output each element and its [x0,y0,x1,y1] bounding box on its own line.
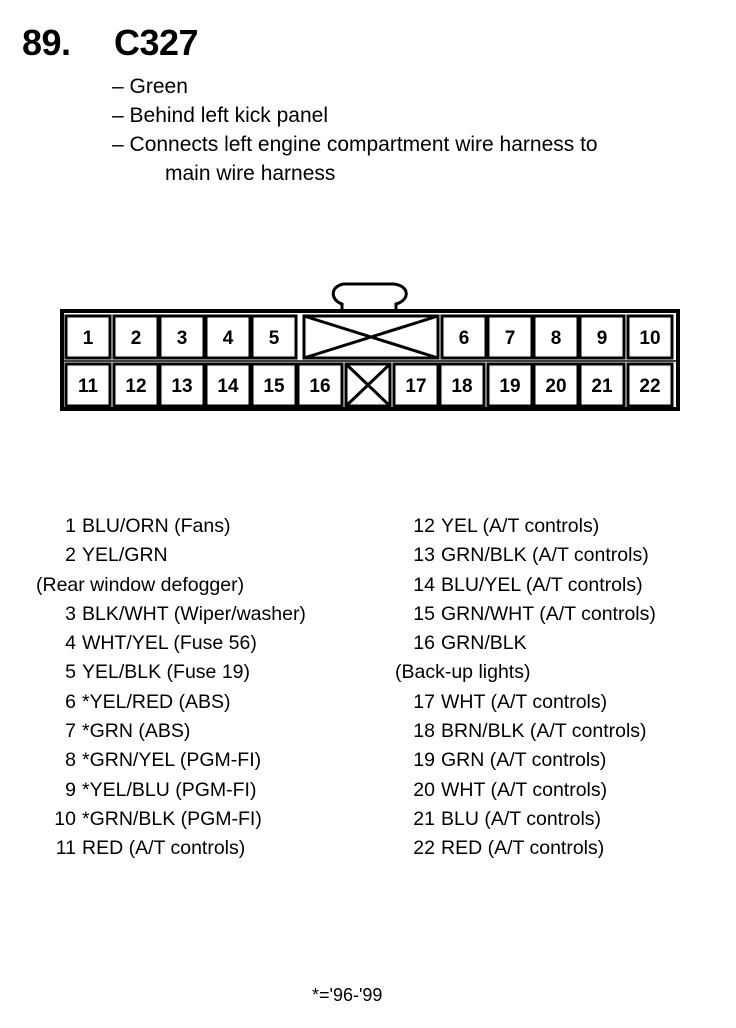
cavity-14 [206,364,250,406]
pin-description: *GRN/BLK (PGM-FI) [82,807,262,830]
cavity-1 [66,316,110,358]
note-text: Green [129,75,188,98]
list-item [395,600,656,629]
cavity-number: 10 [639,328,661,349]
cavity-number: 18 [451,376,473,397]
pin-number: 3 [65,602,76,625]
note-connection-continued: main wire harness [165,162,336,185]
note-text: Connects left engine compartment wire harness to [129,133,598,156]
cavity-15 [252,364,296,406]
list-item [395,717,656,746]
pin-number: 11 [55,837,76,860]
pin-description: YEL/BLK (Fuse 19) [82,661,250,684]
connector-id: C327 [114,22,199,63]
cavity-number: 6 [458,328,470,349]
note-connection: – Connects left engine compartment wire harness to [112,133,598,156]
cavity-6 [442,316,486,358]
pin-number: 9 [65,778,76,801]
list-item [36,512,306,541]
pin-number: 13 [413,544,435,567]
pin-description: BLU/YEL (A/T controls) [441,573,643,596]
note-text: Behind left kick panel [129,104,328,127]
cavity-number: 9 [596,328,608,349]
pin-description: GRN/BLK [441,632,527,655]
note-location: – Behind left kick panel [112,104,328,127]
pin-description: WHT (A/T controls) [441,690,608,713]
list-item [36,688,306,717]
list-item [395,746,656,775]
cavity-19 [488,364,532,406]
cavity-number: 20 [545,376,567,397]
pin-description: WHT (A/T controls) [441,778,608,801]
cavity-7 [488,316,532,358]
pin-number: 1 [65,515,76,537]
cavity-13 [160,364,204,406]
cavity-number: 16 [309,376,331,397]
list-item [36,746,306,775]
cavity-18 [440,364,484,406]
list-item [36,600,306,629]
cavity-number: 14 [217,376,239,397]
pin-number: 19 [413,749,435,772]
cavity-4 [206,316,250,358]
list-item [395,541,656,570]
list-item [395,571,656,600]
cavity-number: 21 [591,376,613,397]
pin-number: 6 [65,690,76,713]
cavity-number: 8 [550,328,562,349]
cavity-number: 11 [77,376,99,397]
pin-number: 8 [65,749,76,772]
cavity-10 [628,316,672,358]
list-item [395,776,656,805]
pin-description: YEL (A/T controls) [441,515,600,537]
pin-description: *GRN/YEL (PGM-FI) [82,749,262,772]
pin-number: 15 [413,602,435,625]
pin-description: RED (A/T controls) [441,837,605,860]
pin-description-continued: (Rear window defogger) [36,573,245,596]
cavity-11 [66,364,110,406]
cavity-3 [160,316,204,358]
list-item [395,834,656,863]
pin-description: YEL/GRN [82,544,168,567]
pin-number: 20 [413,778,435,801]
pin-description: BLU/ORN (Fans) [82,515,231,537]
cavity-number: 19 [499,376,521,397]
pin-description: *GRN (ABS) [82,720,191,743]
list-item [36,658,306,687]
pin-number: 18 [413,720,435,743]
cavity-number: 15 [263,376,285,397]
connector-number: 89. [22,22,71,63]
cavity-number: 4 [222,328,234,349]
connector-housing [62,311,678,409]
cavity-number: 2 [130,328,142,349]
cavity-number: 22 [639,376,661,397]
note-color: – Green [112,75,188,98]
connector-latch [333,284,406,312]
cavity-20 [534,364,578,406]
pin-description: GRN (A/T controls) [441,749,607,772]
cavity-9 [580,316,624,358]
list-item [395,512,656,541]
pin-list-left [36,512,306,864]
pin-number: 14 [413,573,435,596]
list-item [395,805,656,834]
cavity-number: 17 [405,376,427,397]
pin-number: 16 [413,632,435,655]
list-item [395,629,656,658]
pin-number: 5 [65,661,76,684]
footnote: *='96-'99 [312,985,383,1005]
cavity-21 [580,364,624,406]
cavity-number: 3 [176,328,188,349]
list-item [395,688,656,717]
cavity-5 [252,316,296,358]
pin-number: 21 [413,807,435,830]
list-item [36,541,306,570]
blank-cavity-bottom [346,364,390,406]
list-item [36,717,306,746]
pin-number: 7 [65,720,76,743]
pin-number: 10 [54,807,76,830]
cavity-22 [628,364,672,406]
list-item [36,629,306,658]
cavity-16 [298,364,342,406]
pin-description: BLU (A/T controls) [441,807,602,830]
cavity-number: 1 [82,328,94,349]
pin-number: 17 [413,690,435,713]
pin-description: RED (A/T controls) [82,837,246,860]
cavity-number: 13 [171,376,193,397]
pin-description: BLK/WHT (Wiper/washer) [82,602,306,625]
pin-description: WHT/YEL (Fuse 56) [82,632,257,655]
pin-description: BRN/BLK (A/T controls) [441,720,647,743]
pin-description: GRN/BLK (A/T controls) [441,544,649,567]
pin-list-right [395,512,656,864]
connector-face-diagram [0,0,736,440]
cavity-12 [114,364,158,406]
pin-number: 2 [65,544,76,567]
cavity-17 [394,364,438,406]
pin-number: 22 [413,837,435,860]
pin-description: *YEL/RED (ABS) [82,690,231,713]
pin-description: *YEL/BLU (PGM-FI) [82,778,257,801]
list-item [36,834,306,863]
pin-number: 12 [413,515,435,537]
cavity-2 [114,316,158,358]
pin-description: GRN/WHT (A/T controls) [441,602,656,625]
list-item [36,776,306,805]
cavity-number: 12 [125,376,147,397]
blank-cavity-top [304,316,438,358]
cavity-number: 7 [504,328,516,349]
cavity-number: 5 [268,328,280,349]
cavity-8 [534,316,578,358]
list-item [36,805,306,834]
pin-number: 4 [65,632,76,655]
pin-description-continued: (Back-up lights) [395,661,531,684]
